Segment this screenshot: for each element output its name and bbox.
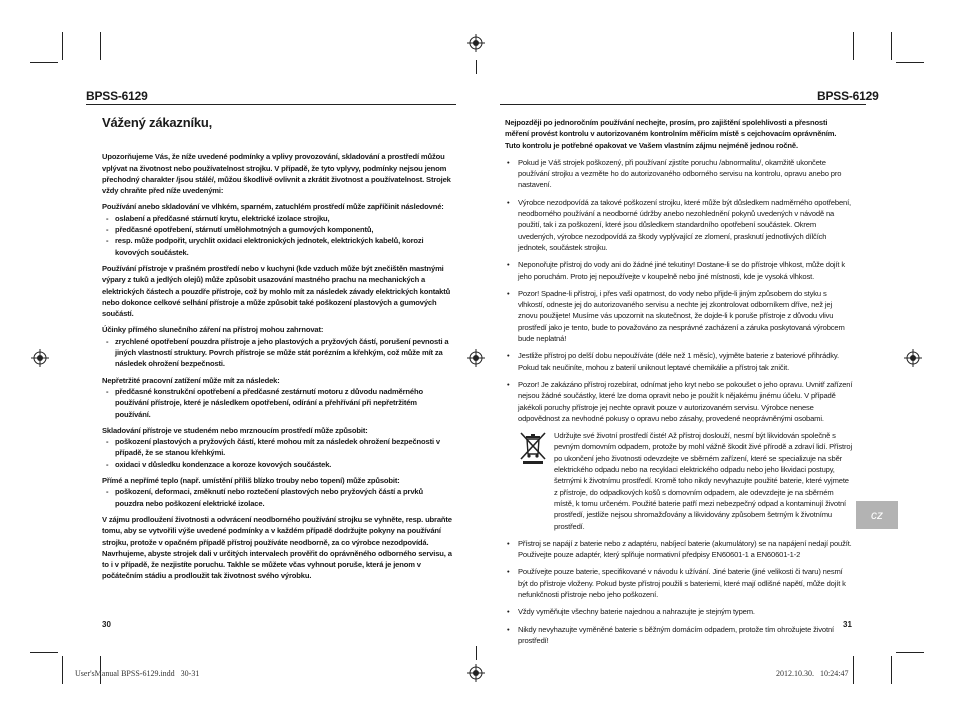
- registration-mark-icon: [467, 34, 485, 52]
- registration-mark-icon: [467, 349, 485, 367]
- list-item: - poškození plastových a pryžových částí, které mohou mít za následek ohrožení bezpečnosti v případě, že se stanou křehkými.: [102, 436, 452, 459]
- intro-paragraph: Upozorňujeme Vás, že níže uvedené podmínky a vplivy provozování, skladování a prostředí můžou vplývat na životnost nebo používatelnost strojku. V případě, že tyto vplyvy, podmínky nejsou jenom přechodný charakter /jsou stálé/, můžou škodlivě ovlivnit a zkrátit životnost a používatelnost. Strojek vždy chraňte před níže uvedenými:: [102, 152, 451, 196]
- list-item: - oslabení a předčasné stárnutí krytu, elektrické izolace strojku,: [102, 213, 452, 224]
- model-label-right: BPSS-6129: [817, 89, 879, 103]
- list-item: - oxidaci v důsledku kondenzace a koroze kovových součástek.: [102, 459, 452, 470]
- crop-mark: [62, 656, 63, 684]
- list-item: • Pozor! Spadne-li přístroj, i přes vaši opatrnost, do vody nebo přijde-li jiným způsobem do styku s vlhkostí, odneste jej do autorizovaného servisu a nechte jej zkontrolovat odborníkem dříve, než jej znovu použijete! Musíme vás upozornit na skutečnost, že dojde-li k poruše přístroje z důvodu vlivu prostředí jako je tento, bude to považováno za nesprávné zacházení a záruka poskytovaná výrobcem bude neplatná!: [505, 288, 853, 344]
- warning-list: [505, 157, 853, 424]
- list-item: • Vždy vyměňujte všechny baterie najednou a nahrazujte je stejným typem.: [505, 606, 853, 617]
- list-item: • Neponořujte přístroj do vody ani do žádné jiné tekutiny! Dostane-li se do přístroje vlhkost, může dojít k jeho poruchám. Proto jej nepoužívejte v koupelně nebo jiné místnosti, kde je vysoká vlhkost.: [505, 259, 853, 282]
- crop-mark: [853, 32, 854, 60]
- crop-mark: [853, 656, 854, 684]
- crop-mark: [30, 62, 58, 63]
- battery-list: [505, 538, 853, 646]
- crop-mark: [476, 60, 477, 74]
- page-number-right: 31: [843, 620, 852, 629]
- crop-mark: [100, 32, 101, 60]
- list-item: • Pokud je Váš strojek poškozený, při používaní zjistíte poruchu /abnormalitu/, okamžitě ukončete používání strojku a vezměte ho do autorizovaného odborného servisu na kontrolu, opravu anebo pro nastavení.: [505, 157, 853, 191]
- waste-disposal-block: [518, 430, 853, 532]
- crop-mark: [476, 646, 477, 660]
- list-item: • Pozor! Je zakázáno přístroj rozebírat, odnímat jeho kryt nebo se pokoušet o jeho opravu. Uvnitř zařízení nejsou žádné součástky, které lze doma opravit nebo je použít k nějakému jinému účelu. V případě jakékoli poruchy přístroje jej nechte opravit pouze v autorizovaném servisu. Výrobce nenese odpovědnost za nevhodné pokusy o opravu nebo zásahy, provedené neoprávněnými osobami.: [505, 379, 853, 424]
- crop-mark: [891, 656, 892, 684]
- crop-mark: [891, 32, 892, 60]
- load-heading: Nepřetržité pracovní zatížení může mít za následek:: [102, 375, 280, 385]
- list-item: • Výrobce nezodpovídá za takové poškození strojku, které může být důsledkem nadměrného opotřebení, neodborného používání a neodborné údržby anebo nezohlednění pokynů uvedených v návodě na použití, tak i za poškození, které jsou důsledkem standardního opotřebení součástek. Okrem uvedených, výrobce nezodpovídá za škody vyplývající ze zlomení, prasknutí jednotlivých dílčích jednotek, součástek strojku.: [505, 197, 853, 253]
- list-item: • Přístroj se napájí z baterie nebo z adaptéru, nabíjecí baterie (akumulátory) se na napájení nedají použít. Použivejte pouze adaptér, který splňuje normativní předpisy EN60601-1 a EN60601-1-2: [505, 538, 853, 561]
- registration-mark-icon: [904, 349, 922, 367]
- moisture-heading: Používání anebo skladování ve vlhkém, sparném, zatuchlém prostředí může zapříčinit následovné:: [102, 202, 444, 212]
- footer-file-name: User'sManual BPSS-6129.indd 30-31: [75, 669, 200, 678]
- list-item: - zrychlené opotřebení pouzdra přístroje a jeho plastových a pryžových částí, porušení pevnosti a jiných vlastností struktury. Povrch přístroje se může stát porézním a křehkým, což může mít za následek ohrožení bezpečnosti.: [102, 336, 452, 370]
- header-rule-left: [86, 104, 456, 105]
- waste-text: Udržujte své životní prostředí čisté! Až přístroj doslouží, nesmí být likvidován společně s pevným domovním odpadem, protože by mohl vážně škodit živé přírodě a zdraví lidí. Přístroj po ukončení jeho životnosti odevzdejte ve sběrném zařízení, které se specializuje na sběr elektrického odpadu nebo na recyklaci elektrického odpadu nebo jeho likvidaci postupy, šetrnými k životnímu prostředí. Kromě toho nikdy nevyhazujte použité baterie, které vyjmete z přístroje, do odpadkových košů s domovním odpadem, ale odevzdejte je na sběrném místě, k tomu určeném. Použité baterie patří mezi nebezpečný odpad a kontaminují životní prostředí, jestliže nejsou shromažďovány a likvidovány způsobem šetrným k životnímu prostředí.: [554, 431, 852, 531]
- list-item: - resp. může podpořit, urychlit oxidaci elektronických jednotek, elektrických kabelů, korozi kovových součástek.: [102, 235, 452, 258]
- heat-list: [102, 486, 452, 509]
- intro-paragraph-right: Nejpozději po jednoročním používání nechejte, prosím, pro zajištění spolehlivosti a přesnosti měření provést kontrolu v autorizovaném kontrolním měřicím místě s cejchovacím oprávněním. Tuto kontrolu je potřebné opakovat ve Vašem vlastním zájmu nejméně jednou ročně.: [505, 118, 837, 150]
- crossed-out-bin-icon: [518, 430, 548, 466]
- registration-mark-icon: [31, 349, 49, 367]
- list-item: • Jestliže přístroj po delší dobu nepoužíváte (déle než 1 měsíc), vyjměte baterie z bateriové přihrádky. Pokud tak neučiníte, mohou z baterií uniknout leptavé chemikálie a přístroj tak zničit.: [505, 350, 853, 373]
- load-list: [102, 386, 452, 420]
- crop-mark: [62, 32, 63, 60]
- heat-heading: Přímé a nepřímé teplo (např. umístění příliš blízko trouby nebo topení) může způsobit:: [102, 476, 400, 486]
- crop-mark: [896, 652, 924, 653]
- right-page-content: [505, 117, 853, 652]
- language-tab: cz: [856, 501, 898, 529]
- moisture-list: [102, 213, 452, 258]
- registration-mark-icon: [467, 664, 485, 682]
- page-title: Vážený zákazníku,: [102, 115, 213, 130]
- cold-list: [102, 436, 452, 470]
- header-rule-right: [500, 104, 866, 105]
- page-number-left: 30: [102, 620, 111, 629]
- list-item: - předčasné konstrukční opotřebení a předčasné zestárnutí motoru z důvodu nadměrného používání přístroje, které je následkem opotřebení, odírání a přehřívání při nepřetržitém používání.: [102, 386, 452, 420]
- list-item: • Používejte pouze baterie, specifikované v návodu k užívání. Jiné baterie (jiné velikosti či tvaru) nesmí být do přístroje vloženy. Pokud byste přístroj použili s bateriemi, které mají odlišné napětí, může dojít k nefunkčnosti přístroje nebo jeho poškození.: [505, 566, 853, 600]
- crop-mark: [896, 62, 924, 63]
- sun-heading: Účinky přímého slunečního záření na přístroj mohou zahrnovat:: [102, 325, 324, 335]
- crop-mark: [30, 652, 58, 653]
- list-item: - poškození, deformaci, změknutí nebo roztečení plastových nebo pryžových částí a prvků pouzdra nebo poškození elektrické izolace.: [102, 486, 452, 509]
- sun-list: [102, 336, 452, 370]
- footer-timestamp: 2012.10.30. 10:24:47: [776, 669, 849, 678]
- list-item: - předčasné opotřebení, stárnutí umělohmotných a gumových komponentů,: [102, 224, 452, 235]
- model-label-left: BPSS-6129: [86, 89, 148, 103]
- closing-paragraph: V zájmu prodloužení životnosti a odvrácení neodborného používání strojku se vyhněte, resp. ubraňte tomu, aby se vytvořili výše uvedené podmínky a v každém případě dodržujte pokyny na používání strojku, protože v opačném případě přístroj používáte neodborně, za co výrobce nezodpovídá. Navrhujeme, abyste strojek dali v určitých intervalech prověřit do oprávněného odborného servisu, a to i v případě, že nezjistíte poruchu. Takhle se můžete včas vyhnout poruše, která je jenom v počátečním stádiu a prodloužit tak životnost svého výrobku.: [102, 514, 452, 581]
- list-item: • Nikdy nevyhazujte vyměněné baterie s běžným domácím odpadem, protože tím ohrožujete životní prostředí!: [505, 624, 853, 647]
- left-page-content: [102, 117, 452, 587]
- cold-heading: Skladování přístroje ve studeném nebo mrznoucím prostředí může způsobit:: [102, 425, 368, 435]
- dust-paragraph: Používání přístroje v prašném prostředí nebo v kuchyni (kde vzduch může být znečištěn mastnými výpary z tuků a jedlých olejů) může způsobit usazování mastného prachu na mechanických a elektrických částech a pouzdře přístroje, což by mohlo mít za následek závady elektrických kontaktů nebo dokonce celkové selhání přístroje a může způsobit také poškození plastových a gumových součástí.: [102, 263, 451, 319]
